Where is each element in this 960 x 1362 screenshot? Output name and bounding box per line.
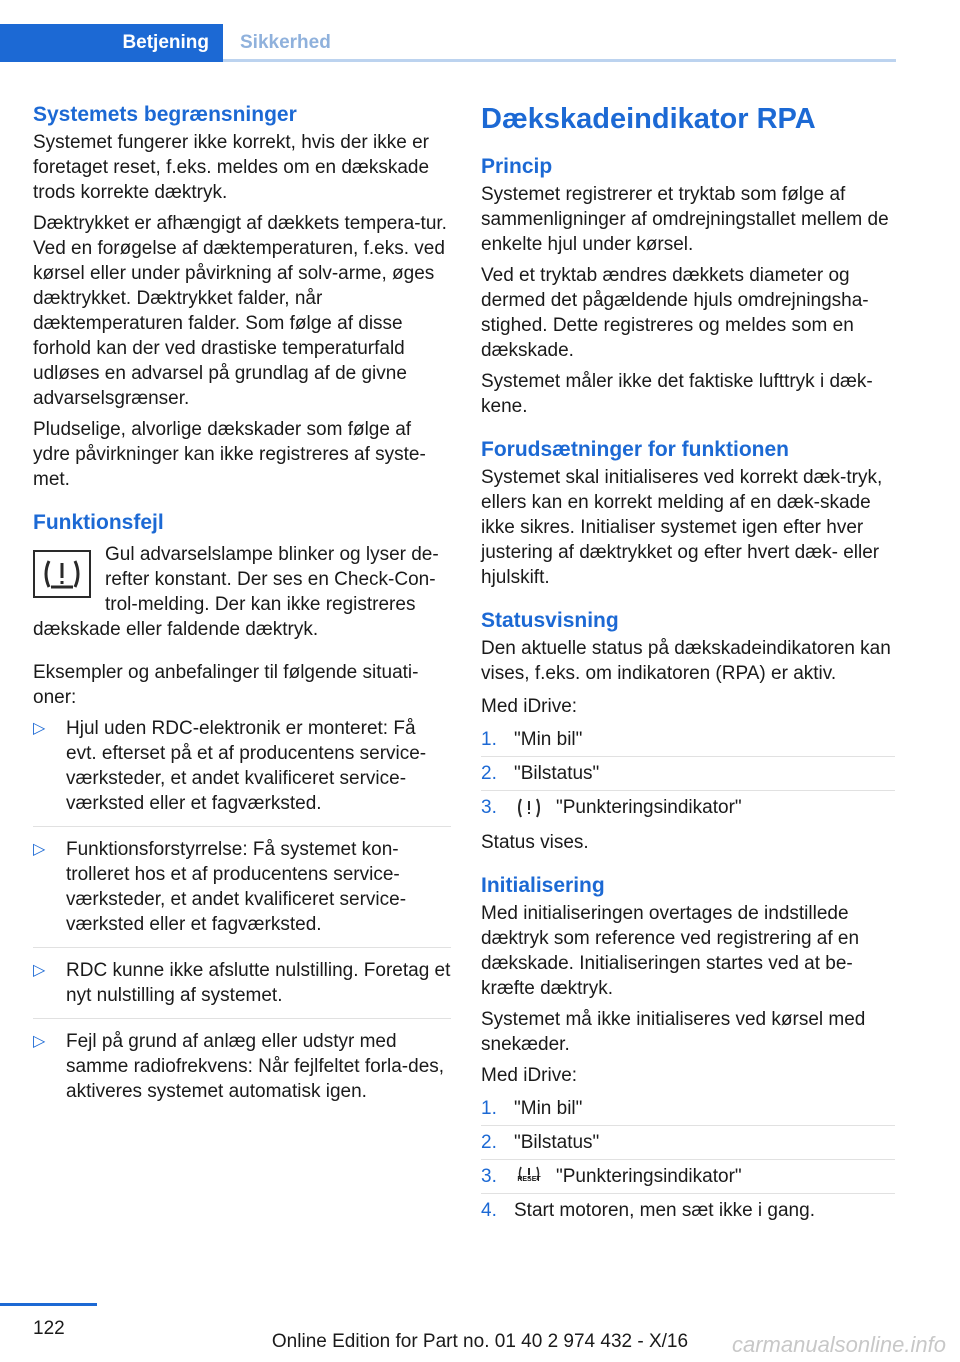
list-item: ▷ Hjul uden RDC-elektronik er monteret: Få evt. efterset på et af producentens service‐værksteder, et andet kvalificeret service‐værksted eller et fagværksted. xyxy=(33,716,451,827)
fault-heading: Funktionsfejl xyxy=(33,511,164,534)
right-column xyxy=(481,100,895,1233)
principle-paragraph-3: Systemet måler ikke det faktiske lufttryk i dæk‐kene. xyxy=(481,371,873,417)
watermark: carmanualsonline.info xyxy=(731,1332,946,1357)
examples-list xyxy=(33,716,451,1114)
tire-warning-icon xyxy=(514,797,544,819)
page-number-bar xyxy=(0,1303,97,1306)
status-heading: Statusvisning xyxy=(481,609,619,632)
page-number: 122 xyxy=(33,1318,65,1339)
status-result: Status vises. xyxy=(481,832,589,853)
prereq-paragraph: Systemet skal initialiseres ved korrekt dæk‐tryk, ellers kan en korrekt melding af en dæk‐skade ikke sikres. Initialiser systemet igen efter hver justering af dæktrykket og efter hvert dæk- eller hjulskift. xyxy=(481,467,883,588)
tire-warning-icon xyxy=(33,550,91,598)
page-title: Dækskadeindikator RPA xyxy=(481,103,816,135)
principle-heading: Princip xyxy=(481,155,553,178)
edition-footer: Online Edition for Part no. 01 40 2 974 432 - X/16 xyxy=(271,1331,689,1352)
list-item: 2. "Bilstatus" xyxy=(481,761,895,791)
prereq-heading: Forudsætninger for funktionen xyxy=(481,438,789,461)
list-item: 4. Start motoren, men sæt ikke i gang. xyxy=(481,1200,815,1221)
limits-paragraph-2: Dæktrykket er afhængigt af dækkets tempera‐tur. Ved en forøgelse af dæktemperaturen, f.eks. ved kørsel eller under påvirkning af solv‐arme, øges dæktrykket. Dæktrykket falder, når dæktemperaturen falder. Som følge af disse forhold kan der ved drastiske temperaturfald udløses en advarsel på grundlag af de givne advarselsgrænser. xyxy=(33,213,447,409)
principle-paragraph-1: Systemet registrerer et tryktab som følge af sammenligninger af omdrejningstallet mellem de enkelte hjul under kørsel. xyxy=(481,184,889,255)
init-steps xyxy=(481,1096,895,1227)
init-idrive-label: Med iDrive: xyxy=(481,1065,578,1086)
init-heading: Initialisering xyxy=(481,874,605,897)
triangle-bullet-icon: ▷ xyxy=(33,720,46,737)
limits-heading: Systemets begrænsninger xyxy=(33,103,297,126)
status-steps xyxy=(481,727,895,824)
left-column xyxy=(33,100,451,1124)
list-item: 1. "Min bil" xyxy=(481,727,895,757)
triangle-bullet-icon: ▷ xyxy=(33,841,46,858)
tab-betjening[interactable]: Betjening xyxy=(0,24,223,62)
section-tabs xyxy=(0,24,896,62)
init-paragraph-2: Systemet må ikke initialiseres ved kørsel med snekæder. xyxy=(481,1009,866,1055)
list-item: ▷ Funktionsforstyrrelse: Få systemet kon‐trolleret hos et af producentens service‐værksteder, et andet kvalificeret service‐værksted eller et fagværksted. xyxy=(33,837,451,948)
triangle-bullet-icon: ▷ xyxy=(33,1033,46,1050)
list-item: ▷ Fejl på grund af anlæg eller udstyr med samme radiofrekvens: Når fejlfeltet forla‐des, aktiveres systemet automatisk igen. xyxy=(33,1031,445,1102)
list-item: 3. RESET "Punkteringsindikator" xyxy=(481,1164,895,1194)
fault-block xyxy=(33,542,451,648)
status-idrive-label: Med iDrive: xyxy=(481,696,578,717)
status-paragraph: Den aktuelle status på dækskadeindikatoren kan vises, f.eks. om indikatoren (RPA) er aktiv. xyxy=(481,638,891,684)
list-item: 2. "Bilstatus" xyxy=(481,1130,895,1160)
triangle-bullet-icon: ▷ xyxy=(33,962,46,979)
limits-paragraph-1: Systemet fungerer ikke korrekt, hvis der ikke er foretaget reset, f.eks. meldes om en dækskade trods korrekte dæktryk. xyxy=(33,132,430,203)
principle-paragraph-2: Ved et tryktab ændres dækkets diameter og dermed det pågældende hjuls omdrejningsha‐stighed. Dette registreres og meldes som en dækskade. xyxy=(481,265,869,361)
list-item: 1. "Min bil" xyxy=(481,1096,895,1126)
reset-label: RESET xyxy=(517,1175,541,1183)
tab-sikkerhed[interactable]: Sikkerhed xyxy=(240,32,331,53)
list-item: 3. "Punkteringsindikator" xyxy=(481,797,742,818)
list-item: ▷ RDC kunne ikke afslutte nulstilling. Foretag et nyt nulstilling af systemet. xyxy=(33,958,451,1019)
examples-intro: Eksempler og anbefalinger til følgende situati‐oner: xyxy=(33,662,419,708)
init-paragraph-1: Med initialiseringen overtages de indstillede dæktryk som reference ved registrering af en dækskade. Initialiseringen startes ved at be‐kræfte dæktryk. xyxy=(481,903,860,999)
fault-text: Gul advarselslampe blinker og lyser de‐refter konstant. Der ses en Check-Con‐trol-melding. Der kan ikke registreres dækskade eller faldende dæktryk. xyxy=(33,544,439,640)
tab-underline xyxy=(223,59,896,62)
limits-paragraph-3: Pludselige, alvorlige dækskader som følge af ydre påvirkninger kan ikke registreres af syste‐met. xyxy=(33,419,426,490)
tire-reset-icon xyxy=(514,1166,544,1188)
